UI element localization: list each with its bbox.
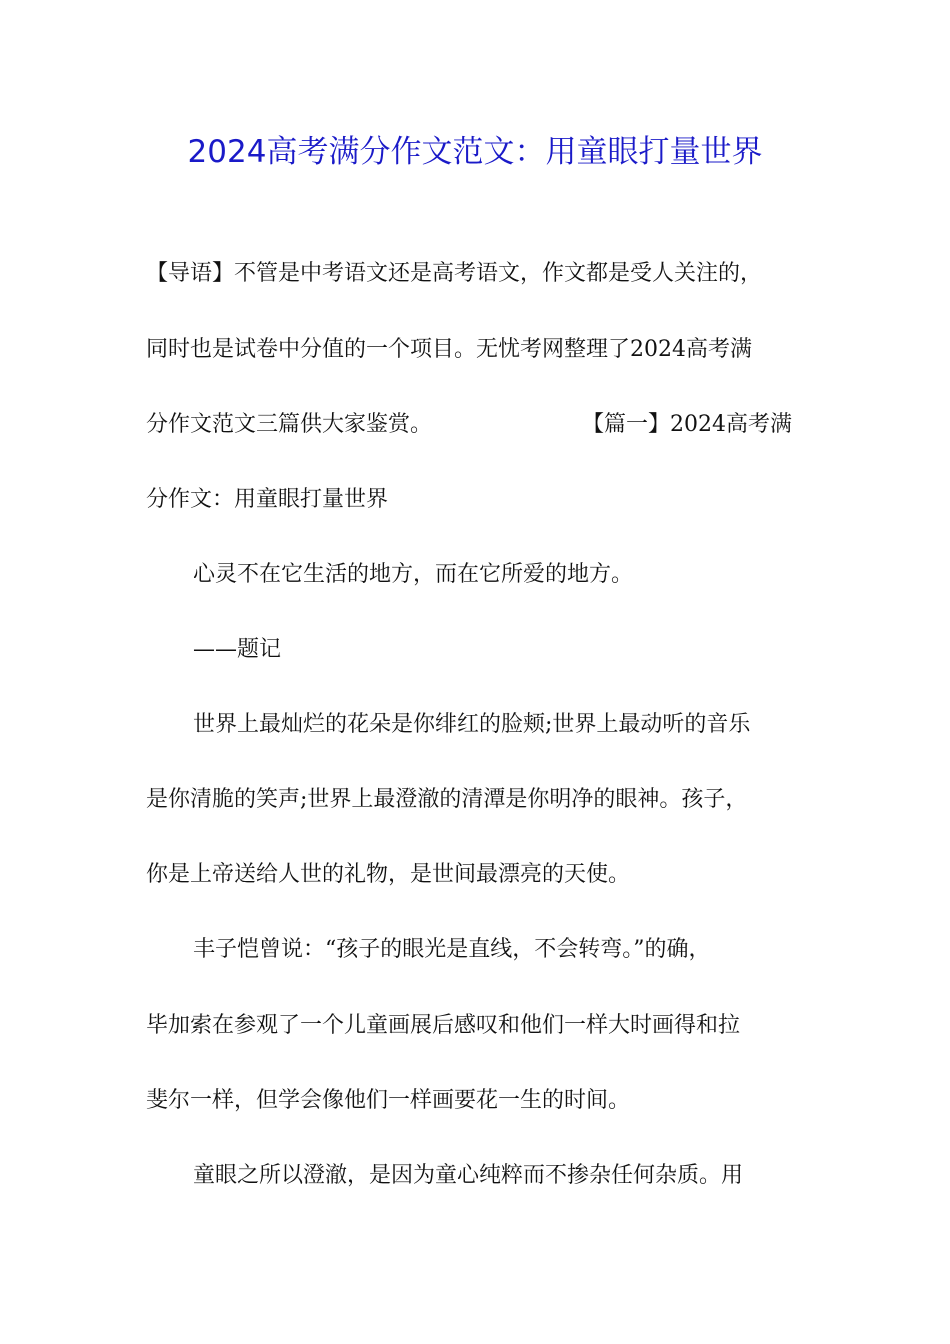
section-heading-part1: 【篇一】2024高考满 [582, 412, 792, 437]
text-line-intro-3: 分作文范文三篇供大家鉴赏。 [146, 412, 433, 437]
epigraph-text: 心灵不在它生活的地方，而在它所爱的地方。 [193, 562, 634, 587]
paragraph-2-line-1: 丰子恺曾说：“孩子的眼光是直线，不会转弯。”的确， [193, 937, 711, 962]
paragraph-1-line-3: 你是上帝送给人世的礼物，是世间最漂亮的天使。 [146, 862, 631, 887]
document-title: 2024高考满分作文范文：用童眼打量世界 [187, 134, 763, 170]
text-line-intro-2: 同时也是试卷中分值的一个项目。无忧考网整理了2024高考满 [146, 337, 752, 362]
section-heading-continued: 分作文：用童眼打量世界 [146, 487, 389, 512]
paragraph-1-line-2: 是你清脆的笑声;世界上最澄澈的清潭是你明净的眼神。孩子， [146, 787, 748, 812]
paragraph-3-line-1: 童眼之所以澄澈，是因为童心纯粹而不掺杂任何杂质。用 [193, 1163, 744, 1188]
text-line-intro-1: 【导语】不管是中考语文还是高考语文，作文都是受人关注的， [146, 261, 763, 286]
epigraph-attribution: ——题记 [193, 637, 282, 662]
paragraph-2-line-2: 毕加索在参观了一个儿童画展后感叹和他们一样大时画得和拉 [146, 1013, 741, 1038]
paragraph-2-line-3: 斐尔一样，但学会像他们一样画要花一生的时间。 [146, 1088, 631, 1113]
paragraph-1-line-1: 世界上最灿烂的花朵是你绯红的脸颊;世界上最动听的音乐 [193, 712, 751, 737]
